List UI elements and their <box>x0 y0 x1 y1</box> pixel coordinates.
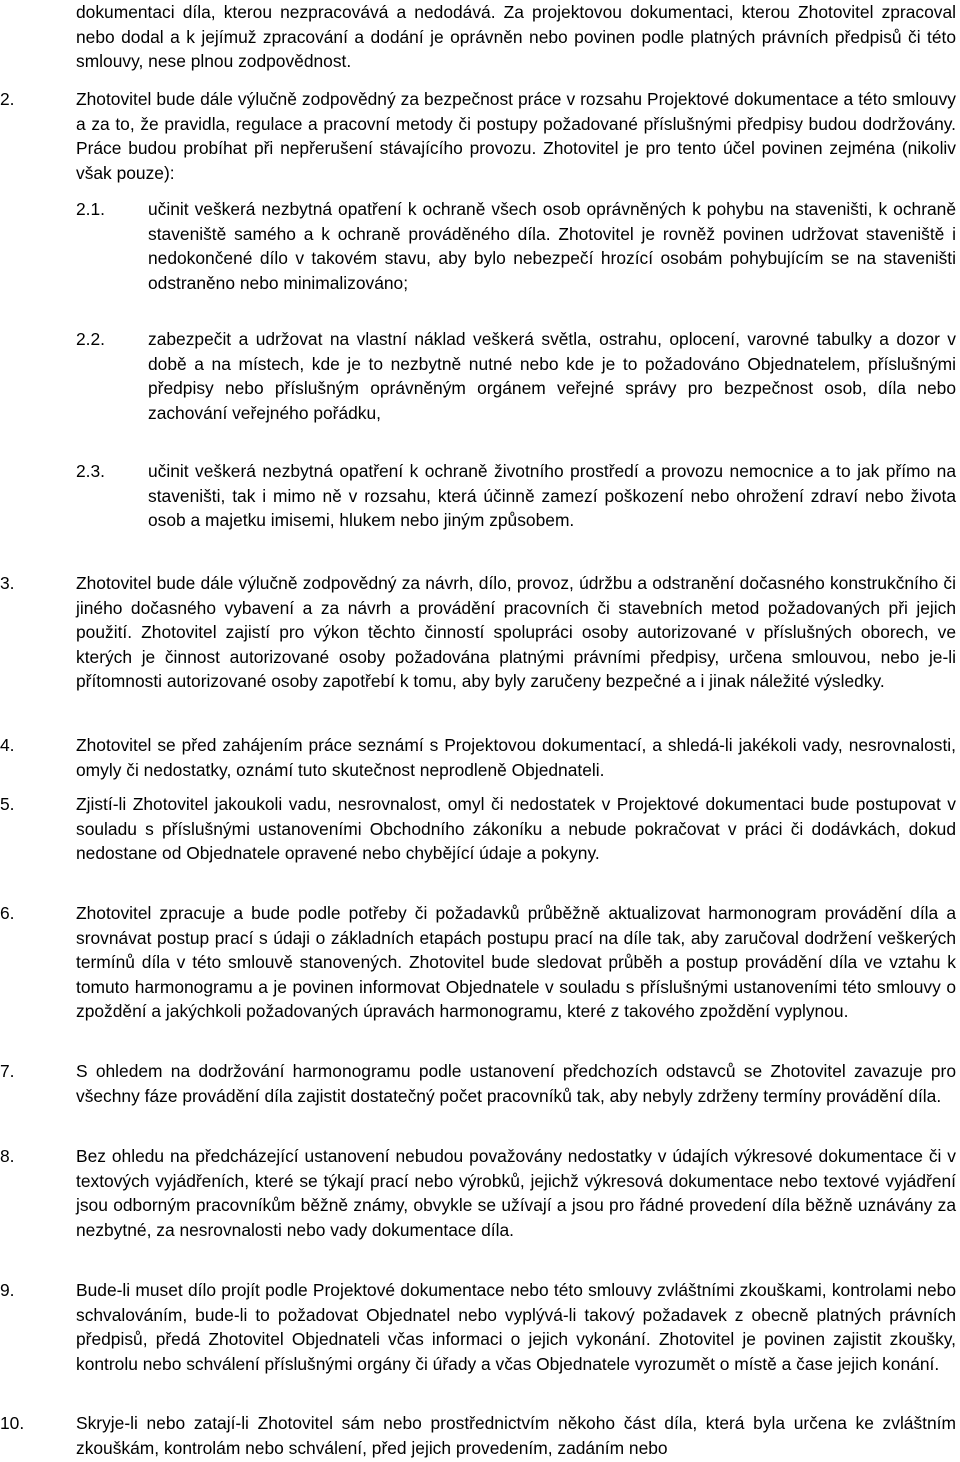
subclause-number: 2.1. <box>76 199 106 219</box>
clause-text: Bude-li muset dílo projít podle Projektové dokumentace nebo této smlouvy zvláštními zkouškami, kontrolami nebo schvalováním, bude-li to požadovat Objednatel nebo vyplývá-li takový požadavek z obecně platných právních předpisů, předá Zhotovitel Objednateli včas informaci o jejich vykonání. Zhotovitel je povinen zajistit zkoušky, kontrolu nebo schválení příslušnými orgány či úřady a včas Objednatele vyrozumět o místě a čase jejich konání. <box>76 1280 956 1374</box>
clause-number: 5. <box>0 794 15 814</box>
clause-text: Zhotovitel zpracuje a bude podle potřeby či požadavků průběžně aktualizovat harmonogram provádění díla a srovnávat postup prací s údaji o základních etapách postupu prací na díle tak, aby zaručoval dodržení veškerých termínů díla v této smlouvě stanovených. Zhotovitel bude sledovat průběh a postup provádění díla ve vztahu k tomuto harmonogramu a je povinen informovat Objednatele v souladu s příslušnými ustanoveními této smlouvy o zpoždění a jakýchkoli požadovaných úpravách harmonogramu, které z takového zpoždění vyplynou. <box>76 903 956 1022</box>
clause-number: 10. <box>0 1413 25 1433</box>
clause-text: S ohledem na dodržování harmonogramu podle ustanovení předchozích odstavců se Zhotovitel zavazuje pro všechny fáze provádění díla zajistit dostatečný počet pracovníků tak, aby nebyly zdrženy termíny provádění díla. <box>76 1061 956 1106</box>
clause-text: Zhotovitel bude dále výlučně zodpovědný za bezpečnost práce v rozsahu Projektové dokumentace a této smlouvy a za to, že pravidla, regulace a pracovní metody či postupy požadované příslušnými předpisy budou dodržovány. Práce budou probíhat při nepřerušení stávajícího provozu. Zhotovitel je pro tento účel povinen zejména (nikoliv však pouze): <box>76 89 956 183</box>
clause-number: 7. <box>0 1061 15 1081</box>
clause-number: 8. <box>0 1146 15 1166</box>
clause-text: Skryje-li nebo zatají-li Zhotovitel sám nebo prostřednictvím někoho část díla, která byla určena ke zvláštním zkouškám, kontrolám nebo schválení, před jejich provedením, zadáním nebo <box>76 1413 956 1458</box>
subclause-number: 2.3. <box>76 461 106 481</box>
clause-number: 2. <box>0 89 15 109</box>
subclause-text: učinit veškerá nezbytná opatření k ochraně životního prostředí a provozu nemocnice a to jak přímo na staveništi, tak i mimo ně v rozsahu, která účinně zamezí poškození nebo ohrožení zdraví nebo života osob a majetku imisemi, hlukem nebo jiným způsobem. <box>148 461 956 531</box>
subclause-number: 2.2. <box>76 329 106 349</box>
clause-text: Zhotovitel bude dále výlučně zodpovědný za návrh, dílo, provoz, údržbu a odstranění dočasného konstrukčního či jiného dočasného vybavení a za návrh a provádění pracovních či stavebních metod požadovaných při jejich použití. Zhotovitel zajistí pro výkon těchto činností spolupráci osoby autorizované v příslušných oborech, ve kterých je činnost autorizované osoby požadována platnými právními předpisy, určena smlouvou, nebo je-li přítomnosti autorizované osoby zapotřebí k tomu, aby byly zaručeny bezpečné a i jinak náležité výsledky. <box>76 573 956 692</box>
intro-text: dokumentaci díla, kterou nezpracovává a nedodává. Za projektovou dokumentaci, kterou Zhotovitel zpracoval nebo dodal a k jejímuž zpracování a dodání je oprávněn nebo povinen podle platných právních předpisů či této smlouvy, nese plnou zodpovědnost. <box>76 2 956 72</box>
clause-number: 4. <box>0 735 15 755</box>
subclause-text: zabezpečit a udržovat na vlastní náklad veškerá světla, ostrahu, oplocení, varovné tabulky a dozor v době a na místech, kde je to nezbytně nutné nebo kde je to požadováno Objednatelem, příslušnými předpisy nebo příslušným oprávněným orgánem veřejné správy pro bezpečnost osob, díla nebo zachování veřejného pořádku, <box>148 329 956 423</box>
subclause-text: učinit veškerá nezbytná opatření k ochraně všech osob oprávněných k pohybu na staveništi, k ochraně staveniště samého a k ochraně prováděného díla. Zhotovitel je rovněž povinen udržovat staveniště i nedokončené dílo v takovém stavu, aby bylo nebezpečí hrozící osobám pohybujícím se na staveništi odstraněno nebo minimalizováno; <box>148 199 956 293</box>
clause-number: 9. <box>0 1280 15 1300</box>
clause-text: Zhotovitel se před zahájením práce seznámí s Projektovou dokumentací, a shledá-li jakékoli vady, nesrovnalosti, omyly či nedostatky, oznámí tuto skutečnost neprodleně Objednateli. <box>76 735 956 780</box>
clause-text: Zjistí-li Zhotovitel jakoukoli vadu, nesrovnalost, omyl či nedostatek v Projektové dokumentaci bude postupovat v souladu s příslušnými ustanoveními Obchodního zákoníku a nebude pokračovat v práci či dodávkách, dokud nedostane od Objednatele opravené nebo chybějící údaje a pokyny. <box>76 794 956 864</box>
clause-text: Bez ohledu na předcházející ustanovení nebudou považovány nedostatky v údajích výkresové dokumentace či v textových vyjádřeních, které se týkají prací nebo výrobků, jejichž výkresová dokumentace nebo textové vyjádření jsou odborným pracovníkům běžně známy, obvykle se užívají a jsou pro řádné provedení díla běžně uznávány za nezbytné, za nesrovnalosti nebo vady dokumentace díla. <box>76 1146 956 1240</box>
clause-number: 6. <box>0 903 15 923</box>
clause-number: 3. <box>0 573 15 593</box>
